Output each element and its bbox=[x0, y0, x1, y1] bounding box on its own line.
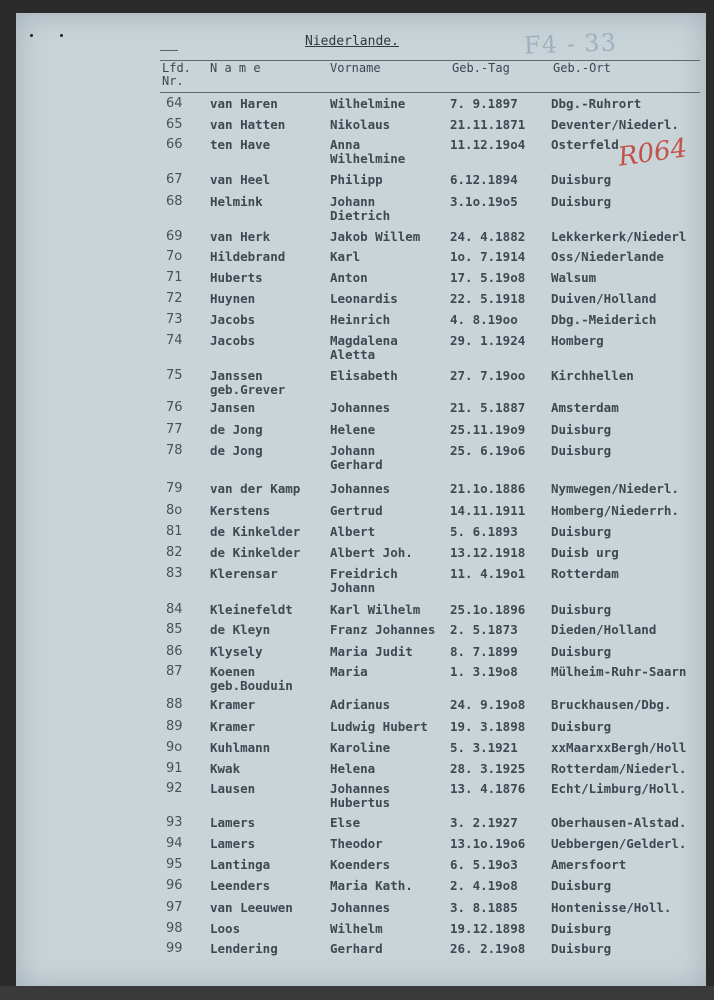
birth-date: 3.1o.19o5 bbox=[450, 194, 518, 209]
surname: van Haren bbox=[210, 96, 278, 111]
row-number: 86 bbox=[166, 644, 183, 659]
first-name: Heinrich bbox=[330, 312, 391, 327]
birth-place: Uebbergen/Gelderl. bbox=[551, 836, 687, 851]
surname: Hildebrand bbox=[210, 249, 286, 264]
row-number: 97 bbox=[166, 900, 183, 915]
first-name: Anton bbox=[330, 270, 368, 285]
surname: Klerensar bbox=[210, 566, 278, 581]
birth-place: Duiven/Holland bbox=[551, 291, 657, 306]
birth-place: Duisburg bbox=[551, 524, 612, 539]
surname: Lendering bbox=[210, 941, 278, 956]
birth-place: Osterfeld bbox=[551, 137, 619, 152]
surname: de Kinkelder bbox=[210, 524, 301, 539]
row-number: 9o bbox=[166, 740, 183, 755]
birth-date: 3. 2.1927 bbox=[450, 815, 518, 830]
header-birth-place: Geb.-Ort bbox=[553, 61, 611, 75]
surname: van Herk bbox=[210, 229, 271, 244]
birth-date: 5. 3.1921 bbox=[450, 740, 518, 755]
first-name: Karl Wilhelm bbox=[330, 602, 421, 617]
row-number: 92 bbox=[166, 781, 183, 796]
surname: ten Have bbox=[210, 137, 271, 152]
row-number: 65 bbox=[166, 117, 183, 132]
birth-place: Duisburg bbox=[551, 941, 612, 956]
punch-mark bbox=[60, 34, 63, 37]
birth-place: Lekkerkerk/Niederl bbox=[551, 229, 687, 244]
birth-place: Duisburg bbox=[551, 194, 612, 209]
first-name: Anna Wilhelmine bbox=[330, 137, 406, 166]
surname: Huberts bbox=[210, 270, 263, 285]
row-number: 66 bbox=[166, 137, 183, 152]
birth-date: 25.11.19o9 bbox=[450, 422, 526, 437]
row-number: 93 bbox=[166, 815, 183, 830]
first-name: Johann Gerhard bbox=[330, 443, 383, 472]
birth-place: Deventer/Niederl. bbox=[551, 117, 679, 132]
surname: Jacobs bbox=[210, 312, 256, 327]
birth-date: 19. 3.1898 bbox=[450, 719, 526, 734]
birth-place: Duisburg bbox=[551, 644, 612, 659]
handwritten-archive-mark: R064 bbox=[616, 133, 689, 173]
header-name: N a m e bbox=[210, 61, 261, 75]
first-name: Philipp bbox=[330, 172, 383, 187]
row-number: 98 bbox=[166, 921, 183, 936]
row-number: 72 bbox=[166, 291, 183, 306]
birth-date: 28. 3.1925 bbox=[450, 761, 526, 776]
birth-date: 14.11.1911 bbox=[450, 503, 526, 518]
birth-place: Oberhausen-Alstad. bbox=[551, 815, 687, 830]
birth-date: 27. 7.19oo bbox=[450, 368, 526, 383]
birth-place: Homberg/Niederrh. bbox=[551, 503, 679, 518]
first-name: Maria Judit bbox=[330, 644, 413, 659]
row-number: 96 bbox=[166, 878, 183, 893]
first-name: Karl bbox=[330, 249, 361, 264]
surname: de Jong bbox=[210, 443, 263, 458]
surname: Kerstens bbox=[210, 503, 271, 518]
first-name: Albert Joh. bbox=[330, 545, 413, 560]
row-number: 69 bbox=[166, 229, 183, 244]
birth-place: Dieden/Holland bbox=[551, 622, 657, 637]
scan-edge bbox=[0, 986, 714, 1000]
row-number: 84 bbox=[166, 602, 183, 617]
table-row bbox=[0, 444, 714, 484]
surname: Helmink bbox=[210, 194, 263, 209]
birth-place: Amsterdam bbox=[551, 400, 619, 415]
birth-date: 5. 6.1893 bbox=[450, 524, 518, 539]
surname: van der Kamp bbox=[210, 481, 301, 496]
birth-date: 21.11.1871 bbox=[450, 117, 526, 132]
surname: de Jong bbox=[210, 422, 263, 437]
birth-place: Mülheim-Ruhr-Saarn bbox=[551, 664, 687, 679]
birth-place: Duisburg bbox=[551, 443, 612, 458]
first-name: Else bbox=[330, 815, 361, 830]
surname: Jansen bbox=[210, 400, 256, 415]
header-birth-date: Geb.-Tag bbox=[452, 61, 510, 75]
birth-place: Dbg.-Ruhrort bbox=[551, 96, 642, 111]
birth-date: 29. 1.1924 bbox=[450, 333, 526, 348]
birth-place: Duisburg bbox=[551, 878, 612, 893]
first-name: Wilhelm bbox=[330, 921, 383, 936]
first-name: Adrianus bbox=[330, 697, 391, 712]
birth-date: 13.1o.19o6 bbox=[450, 836, 526, 851]
row-number: 75 bbox=[166, 368, 183, 383]
table-row bbox=[0, 942, 714, 982]
birth-date: 25.1o.1896 bbox=[450, 602, 526, 617]
birth-place: Duisburg bbox=[551, 602, 612, 617]
birth-date: 7. 9.1897 bbox=[450, 96, 518, 111]
row-number: 78 bbox=[166, 443, 183, 458]
surname: van Leeuwen bbox=[210, 900, 293, 915]
row-number: 83 bbox=[166, 566, 183, 581]
birth-place: Bruckhausen/Dbg. bbox=[551, 697, 672, 712]
first-name: Helena bbox=[330, 761, 376, 776]
punch-mark bbox=[30, 34, 33, 37]
row-number: 85 bbox=[166, 622, 183, 637]
row-number: 76 bbox=[166, 400, 183, 415]
surname: Klysely bbox=[210, 644, 263, 659]
surname: Koenen geb.Bouduin bbox=[210, 664, 293, 693]
birth-date: 24. 9.19o8 bbox=[450, 697, 526, 712]
birth-place: Duisburg bbox=[551, 719, 612, 734]
birth-place: Duisburg bbox=[551, 172, 612, 187]
first-name: Maria Kath. bbox=[330, 878, 413, 893]
surname: Huynen bbox=[210, 291, 256, 306]
surname: Janssen geb.Grever bbox=[210, 368, 286, 397]
row-number: 74 bbox=[166, 333, 183, 348]
header-bottom-rule bbox=[160, 92, 700, 93]
birth-place: Kirchhellen bbox=[551, 368, 634, 383]
birth-place: Hontenisse/Holl. bbox=[551, 900, 672, 915]
first-name: Koenders bbox=[330, 857, 391, 872]
birth-place: Oss/Niederlande bbox=[551, 249, 664, 264]
row-number: 89 bbox=[166, 719, 183, 734]
first-name: Franz Johannes bbox=[330, 622, 436, 637]
country-title: Niederlande. bbox=[305, 34, 399, 49]
first-name: Jakob Willem bbox=[330, 229, 421, 244]
first-name: Magdalena Aletta bbox=[330, 333, 398, 362]
birth-date: 21.1o.1886 bbox=[450, 481, 526, 496]
birth-date: 2. 5.1873 bbox=[450, 622, 518, 637]
birth-place: Homberg bbox=[551, 333, 604, 348]
row-number: 95 bbox=[166, 857, 183, 872]
row-number: 71 bbox=[166, 270, 183, 285]
surname: de Kinkelder bbox=[210, 545, 301, 560]
birth-place: Rotterdam bbox=[551, 566, 619, 581]
row-number: 82 bbox=[166, 545, 183, 560]
row-number: 68 bbox=[166, 194, 183, 209]
header-number: Lfd. Nr. bbox=[162, 61, 191, 88]
birth-place: xxMaarxxBergh/Holl bbox=[551, 740, 687, 755]
surname: Lausen bbox=[210, 781, 256, 796]
birth-date: 2. 4.19o8 bbox=[450, 878, 518, 893]
birth-date: 6.12.1894 bbox=[450, 172, 518, 187]
row-number: 77 bbox=[166, 422, 183, 437]
birth-date: 3. 8.1885 bbox=[450, 900, 518, 915]
birth-place: Dbg.-Meiderich bbox=[551, 312, 657, 327]
birth-date: 19.12.1898 bbox=[450, 921, 526, 936]
first-name: Maria bbox=[330, 664, 368, 679]
surname: Lantinga bbox=[210, 857, 271, 872]
birth-place: Amersfoort bbox=[551, 857, 627, 872]
surname: Kwak bbox=[210, 761, 241, 776]
row-number: 99 bbox=[166, 941, 183, 956]
birth-date: 1. 3.19o8 bbox=[450, 664, 518, 679]
first-name: Johannes Hubertus bbox=[330, 781, 391, 810]
birth-place: Nymwegen/Niederl. bbox=[551, 481, 679, 496]
first-name: Albert bbox=[330, 524, 376, 539]
first-name: Johannes bbox=[330, 400, 391, 415]
birth-date: 1o. 7.1914 bbox=[450, 249, 526, 264]
birth-date: 13.12.1918 bbox=[450, 545, 526, 560]
header-short-rule bbox=[160, 50, 178, 51]
row-number: 79 bbox=[166, 481, 183, 496]
birth-date: 17. 5.19o8 bbox=[450, 270, 526, 285]
row-number: 7o bbox=[166, 249, 183, 264]
birth-date: 6. 5.19o3 bbox=[450, 857, 518, 872]
birth-place: Walsum bbox=[551, 270, 597, 285]
surname: van Hatten bbox=[210, 117, 286, 132]
row-number: 87 bbox=[166, 664, 183, 679]
birth-place: Echt/Limburg/Holl. bbox=[551, 781, 687, 796]
birth-date: 11.12.19o4 bbox=[450, 137, 526, 152]
birth-date: 21. 5.1887 bbox=[450, 400, 526, 415]
surname: Lamers bbox=[210, 836, 256, 851]
surname: Jacobs bbox=[210, 333, 256, 348]
birth-place: Rotterdam/Niederl. bbox=[551, 761, 687, 776]
birth-date: 8. 7.1899 bbox=[450, 644, 518, 659]
first-name: Theodor bbox=[330, 836, 383, 851]
surname: Kramer bbox=[210, 719, 256, 734]
first-name: Gerhard bbox=[330, 941, 383, 956]
row-number: 67 bbox=[166, 172, 183, 187]
surname: Lamers bbox=[210, 815, 256, 830]
birth-date: 22. 5.1918 bbox=[450, 291, 526, 306]
first-name: Nikolaus bbox=[330, 117, 391, 132]
birth-place: Duisburg bbox=[551, 422, 612, 437]
table-row bbox=[0, 567, 714, 607]
birth-date: 26. 2.19o8 bbox=[450, 941, 526, 956]
row-number: 94 bbox=[166, 836, 183, 851]
birth-date: 11. 4.19o1 bbox=[450, 566, 526, 581]
birth-place: Duisb urg bbox=[551, 545, 619, 560]
first-name: Leonardis bbox=[330, 291, 398, 306]
row-number: 91 bbox=[166, 761, 183, 776]
surname: Kuhlmann bbox=[210, 740, 271, 755]
birth-date: 25. 6.19o6 bbox=[450, 443, 526, 458]
first-name: Ludwig Hubert bbox=[330, 719, 428, 734]
first-name: Karoline bbox=[330, 740, 391, 755]
surname: Kramer bbox=[210, 697, 256, 712]
first-name: Helene bbox=[330, 422, 376, 437]
surname: Leenders bbox=[210, 878, 271, 893]
first-name: Wilhelmine bbox=[330, 96, 406, 111]
birth-date: 24. 4.1882 bbox=[450, 229, 526, 244]
row-number: 64 bbox=[166, 96, 183, 111]
first-name: Johannes bbox=[330, 481, 391, 496]
surname: de Kleyn bbox=[210, 622, 271, 637]
first-name: Freidrich Johann bbox=[330, 566, 398, 595]
first-name: Gertrud bbox=[330, 503, 383, 518]
first-name: Johann Dietrich bbox=[330, 194, 391, 223]
archive-stamp: F4 - 33 bbox=[523, 28, 618, 60]
row-number: 8o bbox=[166, 503, 183, 518]
row-number: 88 bbox=[166, 697, 183, 712]
surname: van Heel bbox=[210, 172, 271, 187]
birth-place: Duisburg bbox=[551, 921, 612, 936]
birth-date: 4. 8.19oo bbox=[450, 312, 518, 327]
first-name: Elisabeth bbox=[330, 368, 398, 383]
row-number: 81 bbox=[166, 524, 183, 539]
row-number: 73 bbox=[166, 312, 183, 327]
surname: Kleinefeldt bbox=[210, 602, 293, 617]
first-name: Johannes bbox=[330, 900, 391, 915]
header-first-name: Vorname bbox=[330, 61, 381, 75]
birth-date: 13. 4.1876 bbox=[450, 781, 526, 796]
surname: Loos bbox=[210, 921, 241, 936]
